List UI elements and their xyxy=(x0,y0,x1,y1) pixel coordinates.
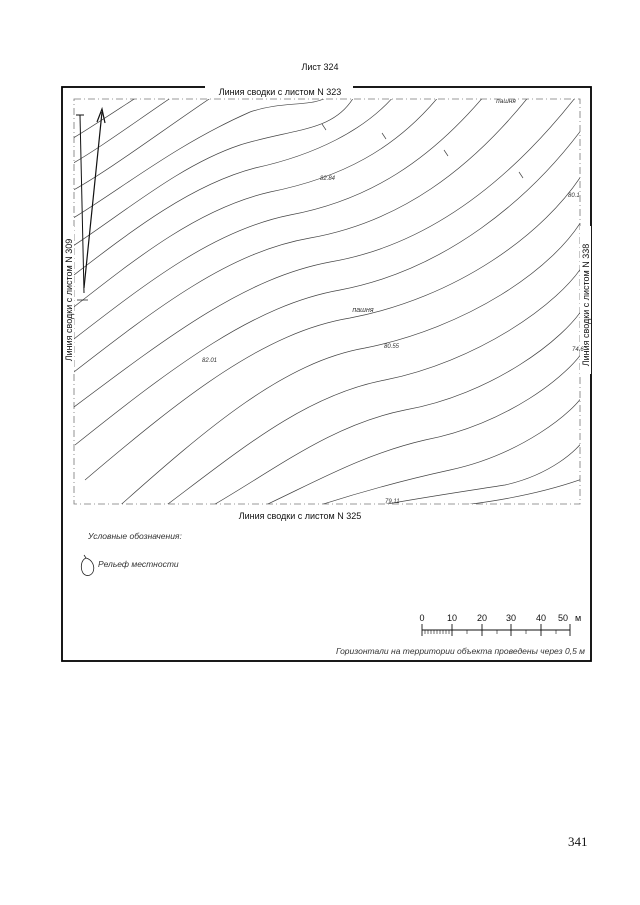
scale-tick-label: 10 xyxy=(446,613,458,623)
contour-interval-note: Горизонтали на территории объекта проведены через 0,5 м xyxy=(335,646,585,656)
scale-tick-label: 50 xyxy=(557,613,569,623)
contour-line xyxy=(420,478,585,510)
land-use-label: пашня xyxy=(352,307,374,314)
contour-line xyxy=(70,98,575,410)
contour-line xyxy=(160,262,585,510)
contour-line xyxy=(70,95,395,278)
relief-icon xyxy=(81,555,93,576)
slope-tick xyxy=(519,172,523,178)
scale-tick-label: 30 xyxy=(505,613,517,623)
match-line-bottom: Линия сводки с листом N 325 xyxy=(238,511,362,521)
slope-ticks xyxy=(322,124,523,178)
legend-heading: Условные обозначения: xyxy=(88,531,182,541)
elevation-label: 74.6 xyxy=(572,347,584,353)
sheet-title: Лист 324 xyxy=(301,62,339,72)
scale-tick-label: 0 xyxy=(419,613,425,623)
scale-tick-label: 40 xyxy=(535,613,547,623)
page-number: 341 xyxy=(568,834,588,849)
sheet-boundary xyxy=(74,99,580,504)
slope-tick xyxy=(444,150,448,156)
contour-line xyxy=(70,95,440,310)
land-use-label: пашня xyxy=(496,98,516,105)
scale-bar xyxy=(419,613,581,636)
elevation-label: 80.1 xyxy=(568,193,580,199)
legend-relief-label: Рельеф местности xyxy=(98,559,179,569)
contour-line xyxy=(70,95,530,375)
contour-line xyxy=(115,215,585,510)
elevation-label: 82.84 xyxy=(320,176,336,182)
contour-line xyxy=(205,305,585,510)
match-line-top: Линия сводки с листом N 323 xyxy=(218,87,342,97)
contour-line xyxy=(70,95,330,220)
elevation-label: 80.55 xyxy=(384,344,400,350)
slope-tick xyxy=(322,124,326,130)
contour-line xyxy=(70,95,355,248)
elevation-label: 79.11 xyxy=(385,499,400,505)
contour-lines xyxy=(70,92,585,510)
elevation-label: 82.01 xyxy=(202,358,218,364)
scale-tick-label: 20 xyxy=(476,613,488,623)
match-line-left: Линия сводки с листом N 309 xyxy=(64,238,74,362)
contour-line xyxy=(255,348,585,510)
contour-line xyxy=(70,95,215,192)
north-arrow-icon xyxy=(76,109,105,300)
contour-line xyxy=(70,95,485,342)
match-line-right: Линия сводки с листом N 338 xyxy=(581,243,591,367)
contour-line xyxy=(305,392,585,510)
slope-tick xyxy=(382,133,386,139)
scale-unit: м xyxy=(575,613,582,623)
